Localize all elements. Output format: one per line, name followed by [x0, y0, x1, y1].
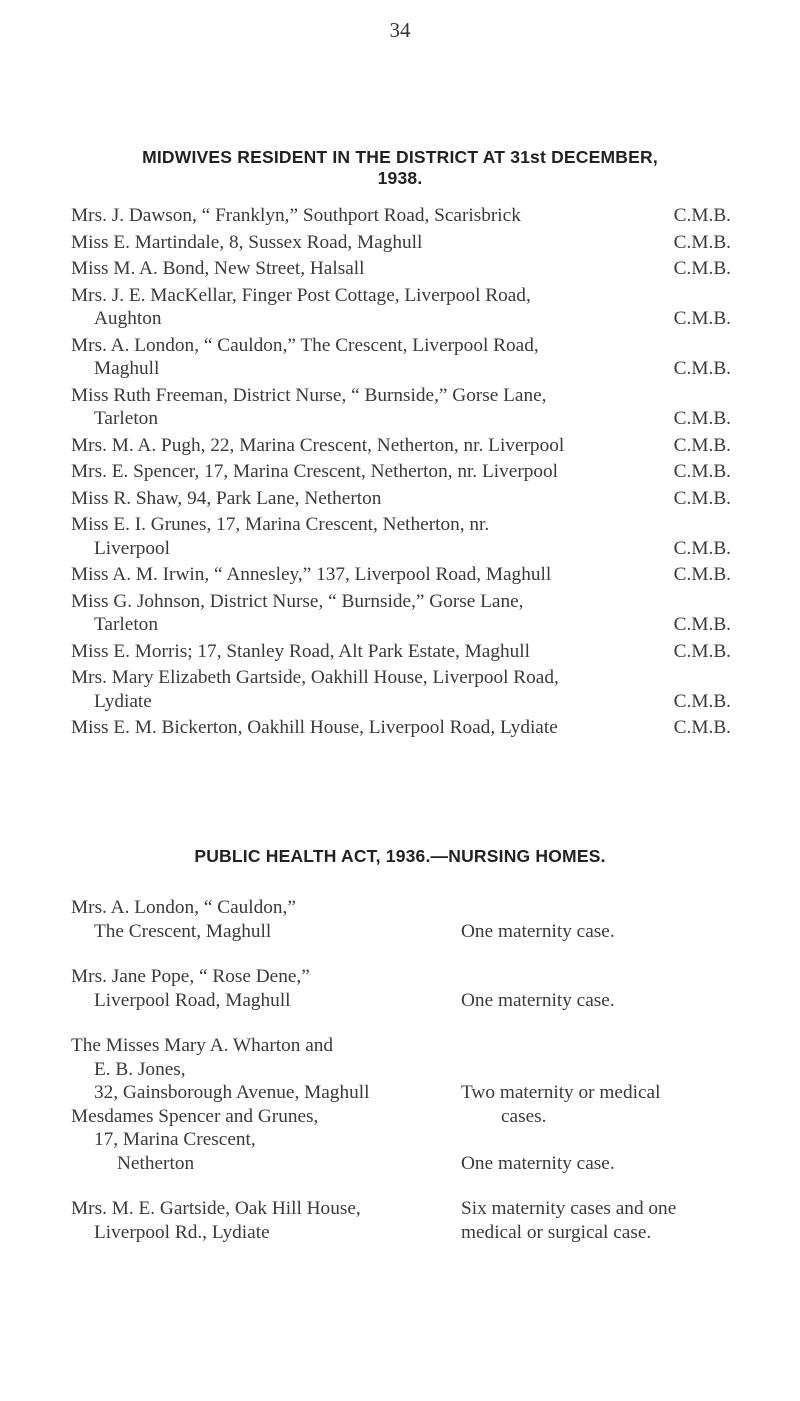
- midwife-entry: [71, 204, 741, 228]
- midwife-entry: [71, 284, 741, 331]
- midwife-name-address: Mrs. Mary Elizabeth Gartside, Oakhill House, Liverpool Road,: [71, 667, 559, 688]
- midwife-name-address: Miss M. A. Bond, New Street, Halsall: [71, 258, 365, 279]
- midwife-qualification: C.M.B.: [673, 690, 731, 712]
- midwives-heading: MIDWIVES RESIDENT IN THE DISTRICT AT 31st DECEMBER,: [142, 147, 658, 167]
- midwife-qualification: C.M.B.: [673, 487, 731, 509]
- midwife-qualification: C.M.B.: [673, 258, 731, 279]
- address-line: Mrs. M. E. Gartside, Oak Hill House,: [71, 1198, 361, 1219]
- midwife-qualification: C.M.B.: [673, 564, 731, 585]
- address-line: The Crescent, Maghull: [94, 920, 272, 942]
- midwife-name-address: Mrs. A. London, “ Cauldon,” The Crescent, Liverpool Road,: [71, 334, 539, 356]
- midwife-entry: [71, 666, 741, 713]
- nursing-home-entry: [71, 896, 751, 943]
- midwife-qualification: C.M.B.: [673, 640, 731, 662]
- address-line: Mrs. Jane Pope, “ Rose Dene,”: [71, 966, 310, 987]
- address-line: Mrs. A. London, “ Cauldon,”: [71, 897, 296, 918]
- midwife-entry: [71, 640, 741, 664]
- midwife-name-address: Miss E. Morris; 17, Stanley Road, Alt Park Estate, Maghull: [71, 640, 530, 662]
- midwife-qualification: C.M.B.: [673, 408, 731, 429]
- midwife-qualification: C.M.B.: [673, 205, 731, 226]
- midwife-name-address: Miss G. Johnson, District Nurse, “ Burnside,” Gorse Lane,: [71, 590, 524, 612]
- midwife-name-address: Miss R. Shaw, 94, Park Lane, Netherton: [71, 487, 382, 509]
- midwife-qualification: C.M.B.: [673, 358, 731, 379]
- midwife-entry: [71, 487, 741, 511]
- midwife-address-continued: Tarleton: [94, 408, 158, 429]
- midwife-entry: [71, 460, 741, 484]
- address-line: Liverpool Road, Maghull: [94, 989, 291, 1011]
- midwife-name-address: Mrs. M. A. Pugh, 22, Marina Crescent, Netherton, nr. Liverpool: [71, 434, 565, 456]
- cases-line: One maternity case.: [461, 920, 615, 942]
- cases-line: Six maternity cases and one: [461, 1198, 677, 1219]
- nursing-home-address: [71, 1034, 459, 1105]
- midwife-qualification: C.M.B.: [673, 434, 731, 456]
- nursing-home-entry: [71, 1197, 751, 1244]
- midwife-qualification: C.M.B.: [673, 537, 731, 559]
- nursing-home-cases: [461, 989, 761, 1013]
- nursing-home-entry: [71, 1105, 751, 1176]
- nursing-home-address: [71, 965, 459, 1012]
- midwife-qualification: C.M.B.: [673, 717, 731, 738]
- cases-line: medical or surgical case.: [461, 1221, 652, 1243]
- nursing-home-cases: [461, 1197, 761, 1244]
- nursing-home-address: [71, 1197, 459, 1244]
- midwife-name-address: Mrs. E. Spencer, 17, Marina Crescent, Netherton, nr. Liverpool: [71, 461, 559, 482]
- midwife-entry: [71, 384, 741, 431]
- midwife-entry: [71, 513, 741, 560]
- midwife-address-continued: Maghull: [94, 358, 160, 379]
- nursing-home-entry: [71, 965, 751, 1012]
- nursing-home-address: [71, 1105, 459, 1176]
- address-line: The Misses Mary A. Wharton and: [71, 1035, 334, 1056]
- nursing-homes-heading: PUBLIC HEALTH ACT, 1936.—NURSING HOMES.: [194, 846, 606, 866]
- nursing-homes-list: [71, 896, 751, 1244]
- midwife-name-address: Mrs. J. E. MacKellar, Finger Post Cottage, Liverpool Road,: [71, 284, 531, 306]
- midwives-list: [71, 204, 741, 743]
- nursing-home-address: [71, 896, 459, 943]
- address-line: 17, Marina Crescent,: [94, 1129, 256, 1150]
- midwife-qualification: C.M.B.: [673, 614, 731, 635]
- midwife-name-address: Miss E. Martindale, 8, Sussex Road, Maghull: [71, 231, 423, 253]
- midwife-entry: [71, 434, 741, 458]
- midwife-entry: [71, 257, 741, 281]
- midwife-entry: [71, 231, 741, 255]
- nursing-home-cases: [461, 1152, 761, 1176]
- midwife-name-address: Miss E. I. Grunes, 17, Marina Crescent, Netherton, nr.: [71, 514, 490, 535]
- midwife-entry: [71, 334, 741, 381]
- nursing-home-cases: [461, 920, 761, 944]
- midwife-name-address: Miss Ruth Freeman, District Nurse, “ Burnside,” Gorse Lane,: [71, 384, 547, 406]
- midwife-qualification: C.M.B.: [673, 308, 731, 329]
- midwife-name-address: Mrs. J. Dawson, “ Franklyn,” Southport Road, Scarisbrick: [71, 205, 521, 226]
- midwives-heading-year: 1938.: [377, 168, 423, 188]
- midwife-entry: [71, 590, 741, 637]
- address-line: Netherton: [117, 1152, 195, 1174]
- midwife-name-address: Miss E. M. Bickerton, Oakhill House, Liverpool Road, Lydiate: [71, 717, 558, 738]
- midwife-qualification: C.M.B.: [673, 231, 731, 253]
- midwife-entry: [71, 716, 741, 740]
- address-line: E. B. Jones,: [94, 1058, 186, 1080]
- midwife-address-continued: Aughton: [94, 308, 162, 329]
- midwife-entry: [71, 563, 741, 587]
- midwife-address-continued: Tarleton: [94, 614, 158, 635]
- midwife-qualification: C.M.B.: [673, 461, 731, 482]
- address-line: Liverpool Rd., Lydiate: [94, 1221, 270, 1243]
- cases-line: One maternity case.: [461, 1152, 615, 1174]
- cases-line: One maternity case.: [461, 989, 615, 1011]
- midwife-address-continued: Lydiate: [94, 690, 152, 712]
- address-line: 32, Gainsborough Avenue, Maghull: [94, 1082, 370, 1103]
- page-number: 34: [389, 18, 411, 42]
- cases-line: cases.: [501, 1105, 547, 1127]
- address-line: Mesdames Spencer and Grunes,: [71, 1105, 319, 1127]
- midwife-address-continued: Liverpool: [94, 537, 171, 559]
- midwife-name-address: Miss A. M. Irwin, “ Annesley,” 137, Liverpool Road, Maghull: [71, 564, 552, 585]
- cases-line: Two maternity or medical: [461, 1082, 661, 1103]
